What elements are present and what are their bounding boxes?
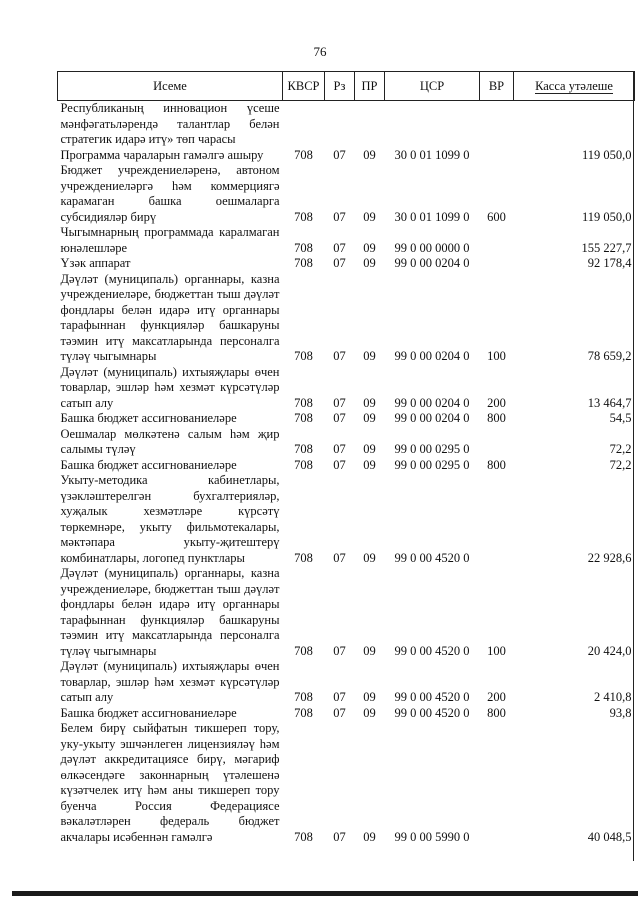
table-row [58, 706, 635, 722]
cell-csr: 99 0 00 0204 0 [394, 395, 470, 410]
table-row [58, 721, 635, 845]
cell-name: Башка бюджет ассигнованиеләре [60, 457, 237, 472]
col-header-kassa [514, 72, 635, 101]
col-header-kassa-label: Касса утәлеше [535, 79, 613, 93]
cell-pr: 09 [363, 550, 376, 565]
cell-kvsr: 708 [294, 240, 313, 255]
cell-pr: 09 [363, 457, 376, 472]
cell-rz: 07 [333, 643, 346, 658]
cell-vr [480, 473, 514, 566]
cell-amount [514, 101, 635, 148]
table-right-border [633, 71, 634, 861]
cell-rz: 07 [333, 209, 346, 224]
table-header-row [58, 72, 635, 101]
col-header-pr: ПР [355, 72, 385, 101]
cell-kvsr [283, 101, 325, 148]
cell-kvsr: 708 [294, 690, 313, 704]
cell-csr: 99 0 00 0204 0 [394, 349, 470, 363]
cell-amount: 93,8 [609, 705, 632, 720]
cell-name: Оешмалар мөлкәтенә салым һәм җир салымы түләү [60, 426, 280, 456]
cell-vr: 100 [487, 349, 506, 363]
col-header-name: Исеме [58, 72, 283, 101]
cell-name: Программа чараларын гамәлгә ашыру [60, 147, 264, 162]
cell-name: Укыту-методика кабинетлары, үзәкләштерелгән бухгалтерияләр, хуҗалык хезмәтләре күрсәтү төркемнәре, укыту фильмотекалары, мәктәпара укыту-җитештерү комбинатлары, логопед пунктлары [60, 473, 280, 565]
scan-bottom-edge [12, 891, 638, 896]
table-row [58, 365, 635, 412]
cell-rz: 07 [333, 411, 346, 425]
cell-pr: 09 [363, 442, 376, 456]
cell-csr: 99 0 00 0204 0 [394, 256, 470, 270]
table-row [58, 411, 635, 427]
cell-rz: 07 [333, 147, 346, 162]
cell-pr: 09 [363, 690, 376, 704]
cell-rz: 07 [333, 395, 346, 410]
cell-kvsr: 708 [294, 643, 313, 658]
table-row [58, 256, 635, 272]
table-row [58, 101, 635, 148]
cell-vr: 100 [487, 643, 506, 658]
cell-amount: 119 050,0 [581, 147, 632, 162]
cell-vr: 600 [487, 209, 506, 224]
cell-vr [480, 721, 514, 845]
cell-csr [385, 101, 480, 148]
cell-vr [480, 427, 514, 458]
cell-amount: 72,2 [609, 457, 632, 472]
cell-vr [480, 101, 514, 148]
cell-vr [480, 225, 514, 256]
cell-pr: 09 [363, 240, 376, 255]
cell-pr: 09 [363, 349, 376, 363]
cell-pr: 09 [363, 395, 376, 410]
table-row [58, 566, 635, 659]
cell-name: Дәүләт (муниципаль) органнары, казна учреждениеләре, бюджеттан тыш дәүләт фондлары белән идарә итү органнары тарафыннан функцияләр башкаруны тәэмин итү максатларында персоналга түләү чыгымнары [60, 271, 280, 363]
cell-rz: 07 [333, 349, 346, 363]
cell-vr: 200 [487, 690, 506, 704]
cell-rz: 07 [333, 256, 346, 270]
cell-vr: 800 [487, 457, 506, 472]
cell-name: Бюджет учреждениеләренә, автоном учреждениеләргә һәм коммерциягә карамаган башка оешмаларга субсидияләр бирү [60, 163, 280, 224]
cell-csr: 30 0 01 1099 0 [394, 147, 470, 162]
cell-pr: 09 [363, 829, 376, 844]
table-row [58, 473, 635, 566]
cell-csr: 99 0 00 4520 0 [394, 705, 470, 720]
col-header-kvsr: КВСР [283, 72, 325, 101]
cell-name: Белем бирү сыйфатын тикшереп тору, уку-укыту эшчәнлеген лицензияләү һәм дәүләт аккредитациясе бирү, мәгариф өлкәсендәге законнарның үтәлешенә күзәтчелек итү һәм аны тикшереп тору буенча Россия Федерациясе вәкаләтләрен федераль бюджет акчалары исәбеннән гамәлгә [60, 721, 280, 844]
cell-amount: 54,5 [609, 411, 632, 425]
cell-kvsr: 708 [294, 395, 313, 410]
cell-vr: 200 [487, 395, 506, 410]
cell-kvsr: 708 [294, 209, 313, 224]
cell-amount: 78 659,2 [587, 349, 632, 363]
cell-amount: 40 048,5 [587, 829, 632, 844]
cell-pr: 09 [363, 705, 376, 720]
cell-amount: 13 464,7 [587, 395, 632, 410]
cell-rz [325, 101, 355, 148]
cell-kvsr: 708 [294, 829, 313, 844]
table-row [58, 163, 635, 225]
col-header-vr: ВР [480, 72, 514, 101]
col-header-csr: ЦСР [385, 72, 480, 101]
table-row [58, 659, 635, 706]
table-row [58, 148, 635, 164]
cell-vr: 800 [487, 411, 506, 425]
cell-pr: 09 [363, 411, 376, 425]
cell-name: Республиканың инновацион үсеше мәнфәгатьләрендә талантлар белән стратегик идарә итү» төп чарасы [60, 101, 280, 146]
cell-amount: 119 050,0 [581, 209, 632, 224]
cell-vr [480, 256, 514, 272]
col-header-rz: Рз [325, 72, 355, 101]
page-number: 76 [313, 44, 327, 59]
cell-rz: 07 [333, 705, 346, 720]
cell-rz: 07 [333, 550, 346, 565]
cell-amount: 22 928,6 [587, 550, 632, 565]
cell-amount: 155 227,7 [581, 240, 632, 255]
cell-pr: 09 [363, 147, 376, 162]
cell-name: Башка бюджет ассигнованиеләре [60, 411, 237, 425]
cell-amount: 92 178,4 [587, 256, 632, 270]
cell-csr: 30 0 01 1099 0 [394, 209, 470, 224]
cell-pr: 09 [363, 643, 376, 658]
cell-kvsr: 708 [294, 349, 313, 363]
table-row [58, 225, 635, 256]
cell-csr: 99 0 00 5990 0 [394, 829, 470, 844]
cell-kvsr: 708 [294, 411, 313, 425]
cell-name: Башка бюджет ассигнованиеләре [60, 705, 237, 720]
cell-csr: 99 0 00 0295 0 [394, 457, 470, 472]
cell-amount: 20 424,0 [587, 643, 632, 658]
cell-kvsr: 708 [294, 457, 313, 472]
cell-rz: 07 [333, 690, 346, 704]
cell-csr: 99 0 00 4520 0 [394, 550, 470, 565]
cell-amount: 72,2 [609, 442, 632, 456]
cell-name: Дәүләт (муниципаль) органнары, казна учреждениеләре, бюджеттан тыш дәүләт фондлары белән идарә итү органнары тарафыннан функцияләр башкаруны тәэмин итү максатларында персоналга түләү чыгымнары [60, 566, 280, 658]
cell-pr [355, 101, 385, 148]
cell-csr: 99 0 00 0000 0 [394, 240, 470, 255]
cell-kvsr: 708 [294, 705, 313, 720]
cell-csr: 99 0 00 4520 0 [394, 643, 470, 658]
cell-name: Дәүләт (муниципаль) ихтыяҗлары өчен товарлар, эшләр һәм хезмәт күрсәтүләр сатып алу [60, 659, 280, 704]
cell-rz: 07 [333, 829, 346, 844]
cell-pr: 09 [363, 256, 376, 270]
table-row [58, 458, 635, 474]
cell-rz: 07 [333, 442, 346, 456]
cell-name: Чыгымнарның программада каралмаган юнәлешләре [60, 225, 280, 255]
table-row [58, 427, 635, 458]
budget-table [57, 71, 635, 845]
cell-vr: 800 [487, 705, 506, 720]
table-row [58, 272, 635, 365]
cell-rz: 07 [333, 457, 346, 472]
cell-csr: 99 0 00 0295 0 [394, 442, 470, 456]
cell-csr: 99 0 00 4520 0 [394, 690, 470, 704]
cell-kvsr: 708 [294, 147, 313, 162]
cell-amount: 2 410,8 [594, 690, 632, 704]
cell-name: Үзәк аппарат [60, 256, 131, 270]
cell-kvsr: 708 [294, 256, 313, 270]
cell-csr: 99 0 00 0204 0 [394, 411, 470, 425]
cell-name: Дәүләт (муниципаль) ихтыяҗлары өчен товарлар, эшләр һәм хезмәт күрсәтүләр сатып алу [60, 364, 280, 410]
cell-vr [480, 148, 514, 164]
cell-kvsr: 708 [294, 442, 313, 456]
cell-rz: 07 [333, 240, 346, 255]
cell-kvsr: 708 [294, 550, 313, 565]
cell-pr: 09 [363, 209, 376, 224]
